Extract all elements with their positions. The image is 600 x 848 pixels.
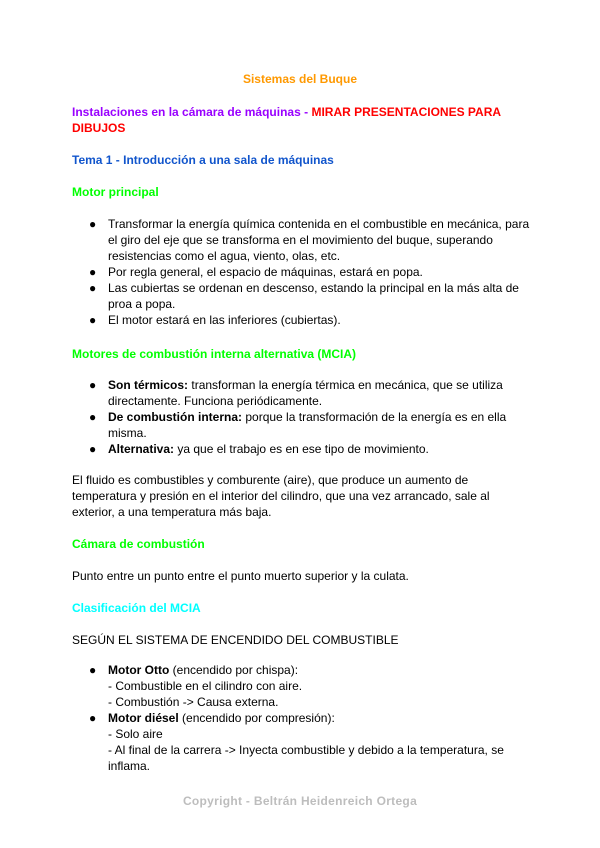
intro-heading (72, 104, 532, 136)
motor-principal-heading: Motor principal (72, 185, 159, 199)
clasificacion-subheading: SEGÚN EL SISTEMA DE ENCENDIDO DEL COMBUSTIBLE (72, 633, 399, 647)
list-item: ● Motor Otto (encendido por chispa): - Combustible en el cilindro con aire. - Combustión -> Causa externa. (89, 663, 303, 709)
camara-heading: Cámara de combustión (72, 537, 205, 551)
document-title: Sistemas del Buque (242, 72, 358, 86)
list-item: ● Por regla general, el espacio de máquinas, estará en popa. (89, 265, 423, 279)
mcia-list (72, 377, 532, 457)
intro-heading-purple: Instalaciones en la cámara de máquinas - (72, 105, 309, 119)
list-item: ● Son térmicos: transforman la energía térmica en mecánica, que se utiliza directamente. Funciona periódicamente. (89, 378, 503, 408)
list-item: ● Transformar la energía química contenida en el combustible en mecánica, para el giro del eje que se transforma en el movimiento del buque, superando resistencias como el agua, viento, olas, etc. (89, 217, 530, 263)
motor-principal-list (72, 216, 532, 328)
list-item: ● Las cubiertas se ordenan en descenso, estando la principal en la más alta de proa a popa. (89, 281, 519, 311)
camara-paragraph: Punto entre un punto entre el punto muerto superior y la culata. (72, 569, 409, 583)
mcia-heading: Motores de combustión interna alternativa (MCIA) (72, 347, 357, 361)
list-item: ● El motor estará en las inferiores (cubiertas). (89, 313, 341, 327)
intro-heading-red: MIRAR PRESENTACIONES PARA DIBUJOS (72, 105, 501, 135)
list-item: ● Alternativa: ya que el trabajo es en ese tipo de movimiento. (89, 442, 429, 456)
mcia-paragraph: El fluido es combustibles y comburente (aire), que produce un aumento de temperatura y presión en el interior del cilindro, que una vez arrancado, sale al exterior, a una temperatura más baja. (72, 473, 490, 519)
list-item: ● Motor diésel (encendido por compresión): - Solo aire - Al final de la carrera -> Inyecta combustible y debido a la temperatura, se inflama. (89, 711, 504, 773)
clasificacion-list (72, 662, 532, 774)
copyright-footer: Copyright - Beltrán Heidenreich Ortega (182, 794, 418, 808)
list-item: ● De combustión interna: porque la transformación de la energía es en ella misma. (89, 410, 507, 440)
clasificacion-heading: Clasificación del MCIA (72, 601, 201, 615)
tema-heading: Tema 1 - Introducción a una sala de máquinas (72, 153, 334, 167)
